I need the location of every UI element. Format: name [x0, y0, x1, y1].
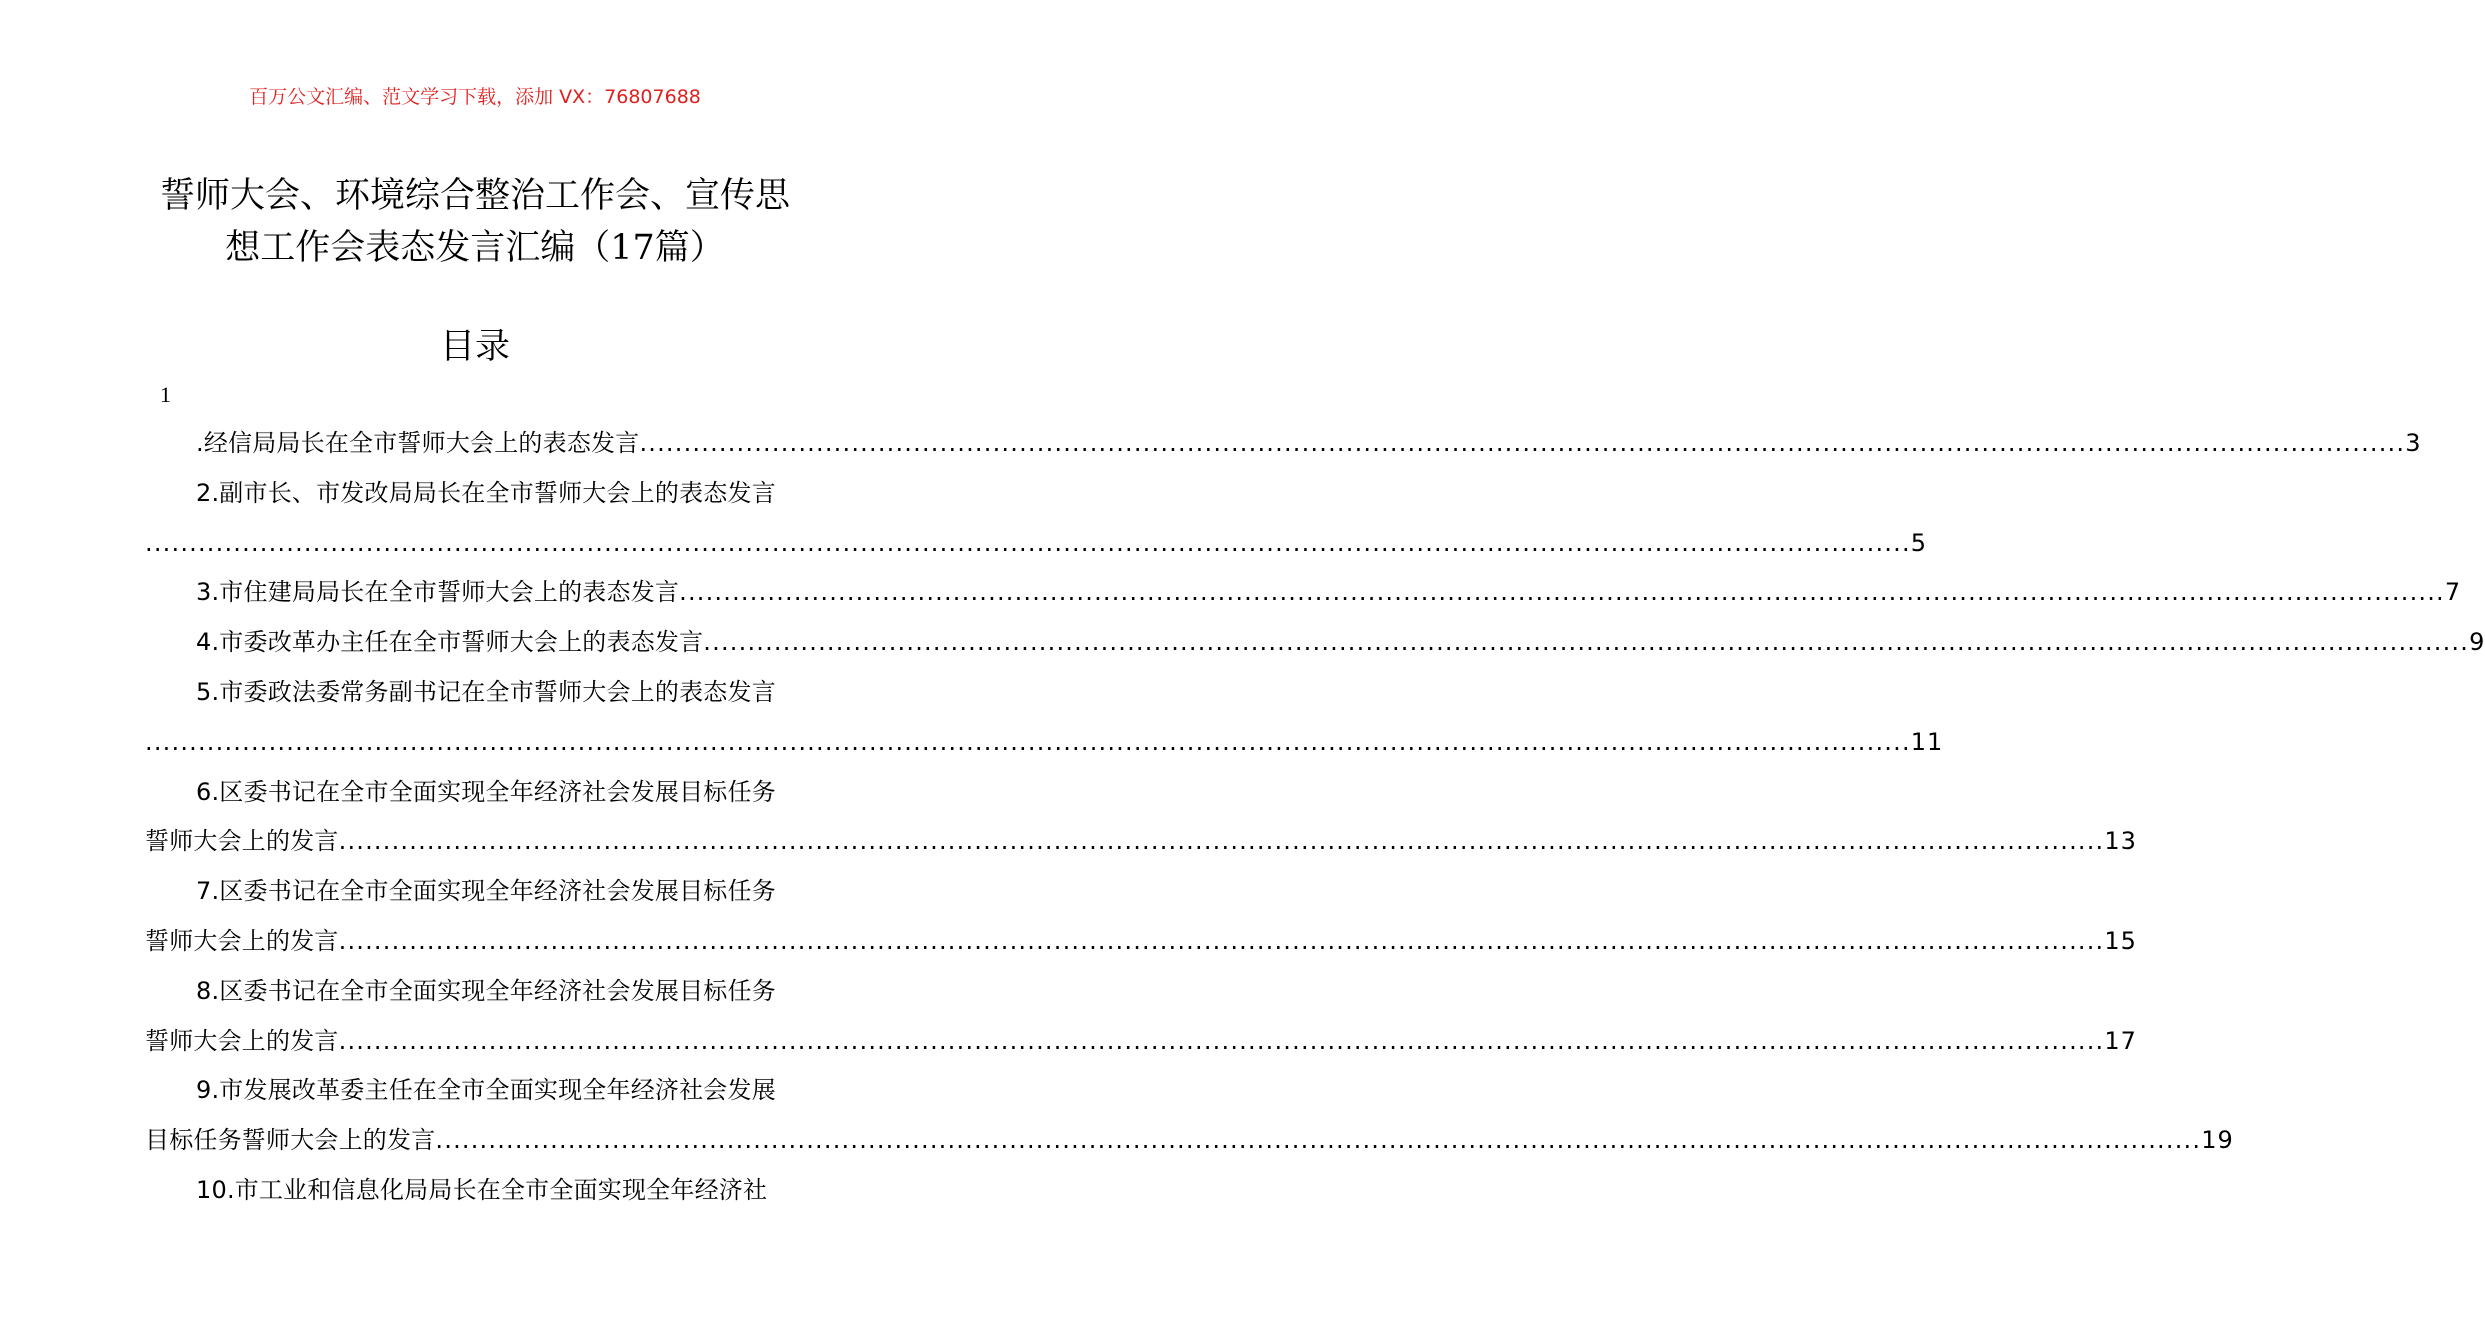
toc-entry-line — [145, 668, 806, 718]
toc-entry-title: 6.区委书记在全市全面实现全年经济社会发展目标任务 — [196, 777, 776, 806]
toc-entry-line — [145, 419, 2422, 469]
toc-entry[interactable] — [145, 668, 1944, 768]
toc-entry-line — [145, 817, 2137, 867]
toc-entry-title: .经信局局长在全市誓师大会上的表态发言 — [196, 429, 640, 457]
toc-leader-dots: ........................................................................................................................................................................................................ — [639, 429, 2406, 457]
toc-entry-title: 10.市工业和信息化局局长在全市全面实现全年经济社 — [196, 1175, 768, 1204]
toc-entry-title: 誓师大会上的发言 — [145, 926, 339, 955]
toc-leader-dots: ........................................................................................................................................................................................................ — [338, 926, 2105, 955]
toc-page-number: 7 — [2444, 578, 2462, 607]
toc-entry-title: 4.市委改革办主任在全市誓师大会上的表态发言 — [196, 628, 704, 657]
toc-heading: 目录 — [439, 327, 510, 367]
toc-entry-line — [145, 768, 806, 818]
toc-entry-title: 2.副市长、市发改局局长在全市誓师大会上的表态发言 — [196, 478, 776, 507]
toc-first-number: 1 — [160, 382, 171, 407]
toc-entry-line — [145, 618, 2485, 668]
toc-entry-line — [145, 967, 806, 1017]
toc-page-number: 3 — [2405, 429, 2422, 457]
toc-page-number: 9 — [2469, 628, 2485, 657]
toc-entry-title: 3.市住建局局长在全市誓师大会上的表态发言 — [196, 578, 680, 607]
toc-entry-line — [145, 1066, 806, 1116]
toc-entry-line — [145, 469, 806, 519]
toc-entry-line — [145, 718, 1944, 768]
toc-leader-dots: ........................................................................................................................................................................................................ — [435, 1126, 2202, 1155]
toc-entry-title: 5.市委政法委常务副书记在全市誓师大会上的表态发言 — [196, 677, 776, 706]
toc-entry-line — [145, 568, 2462, 618]
title-line-1: 誓师大会、环境综合整治工作会、宣传思 — [159, 176, 790, 216]
toc-leader-dots: ........................................................................................................................................................................................................ — [145, 727, 1911, 756]
toc-entry[interactable] — [145, 419, 2422, 469]
toc-entry-line — [145, 867, 806, 917]
title-line-2-end: 篇） — [654, 228, 725, 268]
title-count: 17 — [610, 228, 655, 268]
toc-page-number: 15 — [2104, 926, 2137, 955]
toc-entry[interactable] — [145, 618, 2485, 668]
toc-entry[interactable] — [145, 867, 2137, 967]
toc-leader-dots: ........................................................................................................................................................................................................ — [145, 528, 1911, 557]
toc-entry-line — [145, 917, 2137, 967]
toc-entry-line — [145, 1166, 806, 1216]
toc-entry[interactable] — [145, 768, 2137, 868]
toc-entry[interactable] — [145, 1066, 2234, 1166]
toc-page-number: 19 — [2201, 1126, 2234, 1155]
toc-entry-line — [145, 519, 1928, 569]
toc-leader-dots: ........................................................................................................................................................................................................ — [338, 827, 2105, 856]
toc-entry[interactable] — [145, 568, 2462, 618]
toc-entry-title: 目标任务誓师大会上的发言 — [145, 1126, 436, 1155]
watermark-text: 百万公文汇编、范文学习下载，添加 VX：76807688 — [249, 86, 701, 108]
toc-leader-dots: ........................................................................................................................................................................................................ — [338, 1026, 2105, 1055]
title-line-2 — [0, 222, 950, 274]
toc-entry-line — [145, 1017, 2137, 1067]
toc-entry-line — [145, 1116, 2234, 1166]
title-line-2-text: 想工作会表态发言汇编（ — [225, 228, 611, 268]
toc-page-number: 13 — [2104, 827, 2137, 856]
toc-leader-dots: ........................................................................................................................................................................................................ — [703, 628, 2470, 657]
toc-entry[interactable] — [145, 967, 2137, 1067]
table-of-contents — [145, 419, 2485, 1216]
toc-page-number: 11 — [1910, 727, 1944, 756]
toc-leader-dots: ........................................................................................................................................................................................................ — [679, 578, 2445, 607]
toc-entry-title: 9.市发展改革委主任在全市全面实现全年经济社会发展 — [196, 1076, 776, 1105]
toc-entry[interactable] — [145, 1166, 806, 1216]
toc-entry-title: 7.区委书记在全市全面实现全年经济社会发展目标任务 — [196, 877, 776, 906]
document-title — [0, 170, 950, 274]
toc-entry-title: 誓师大会上的发言 — [145, 1026, 339, 1055]
toc-page-number: 5 — [1910, 528, 1928, 557]
toc-entry[interactable] — [145, 469, 1928, 569]
toc-entry-title: 8.区委书记在全市全面实现全年经济社会发展目标任务 — [196, 976, 776, 1005]
toc-entry-title: 誓师大会上的发言 — [145, 827, 339, 856]
toc-page-number: 17 — [2104, 1026, 2137, 1055]
